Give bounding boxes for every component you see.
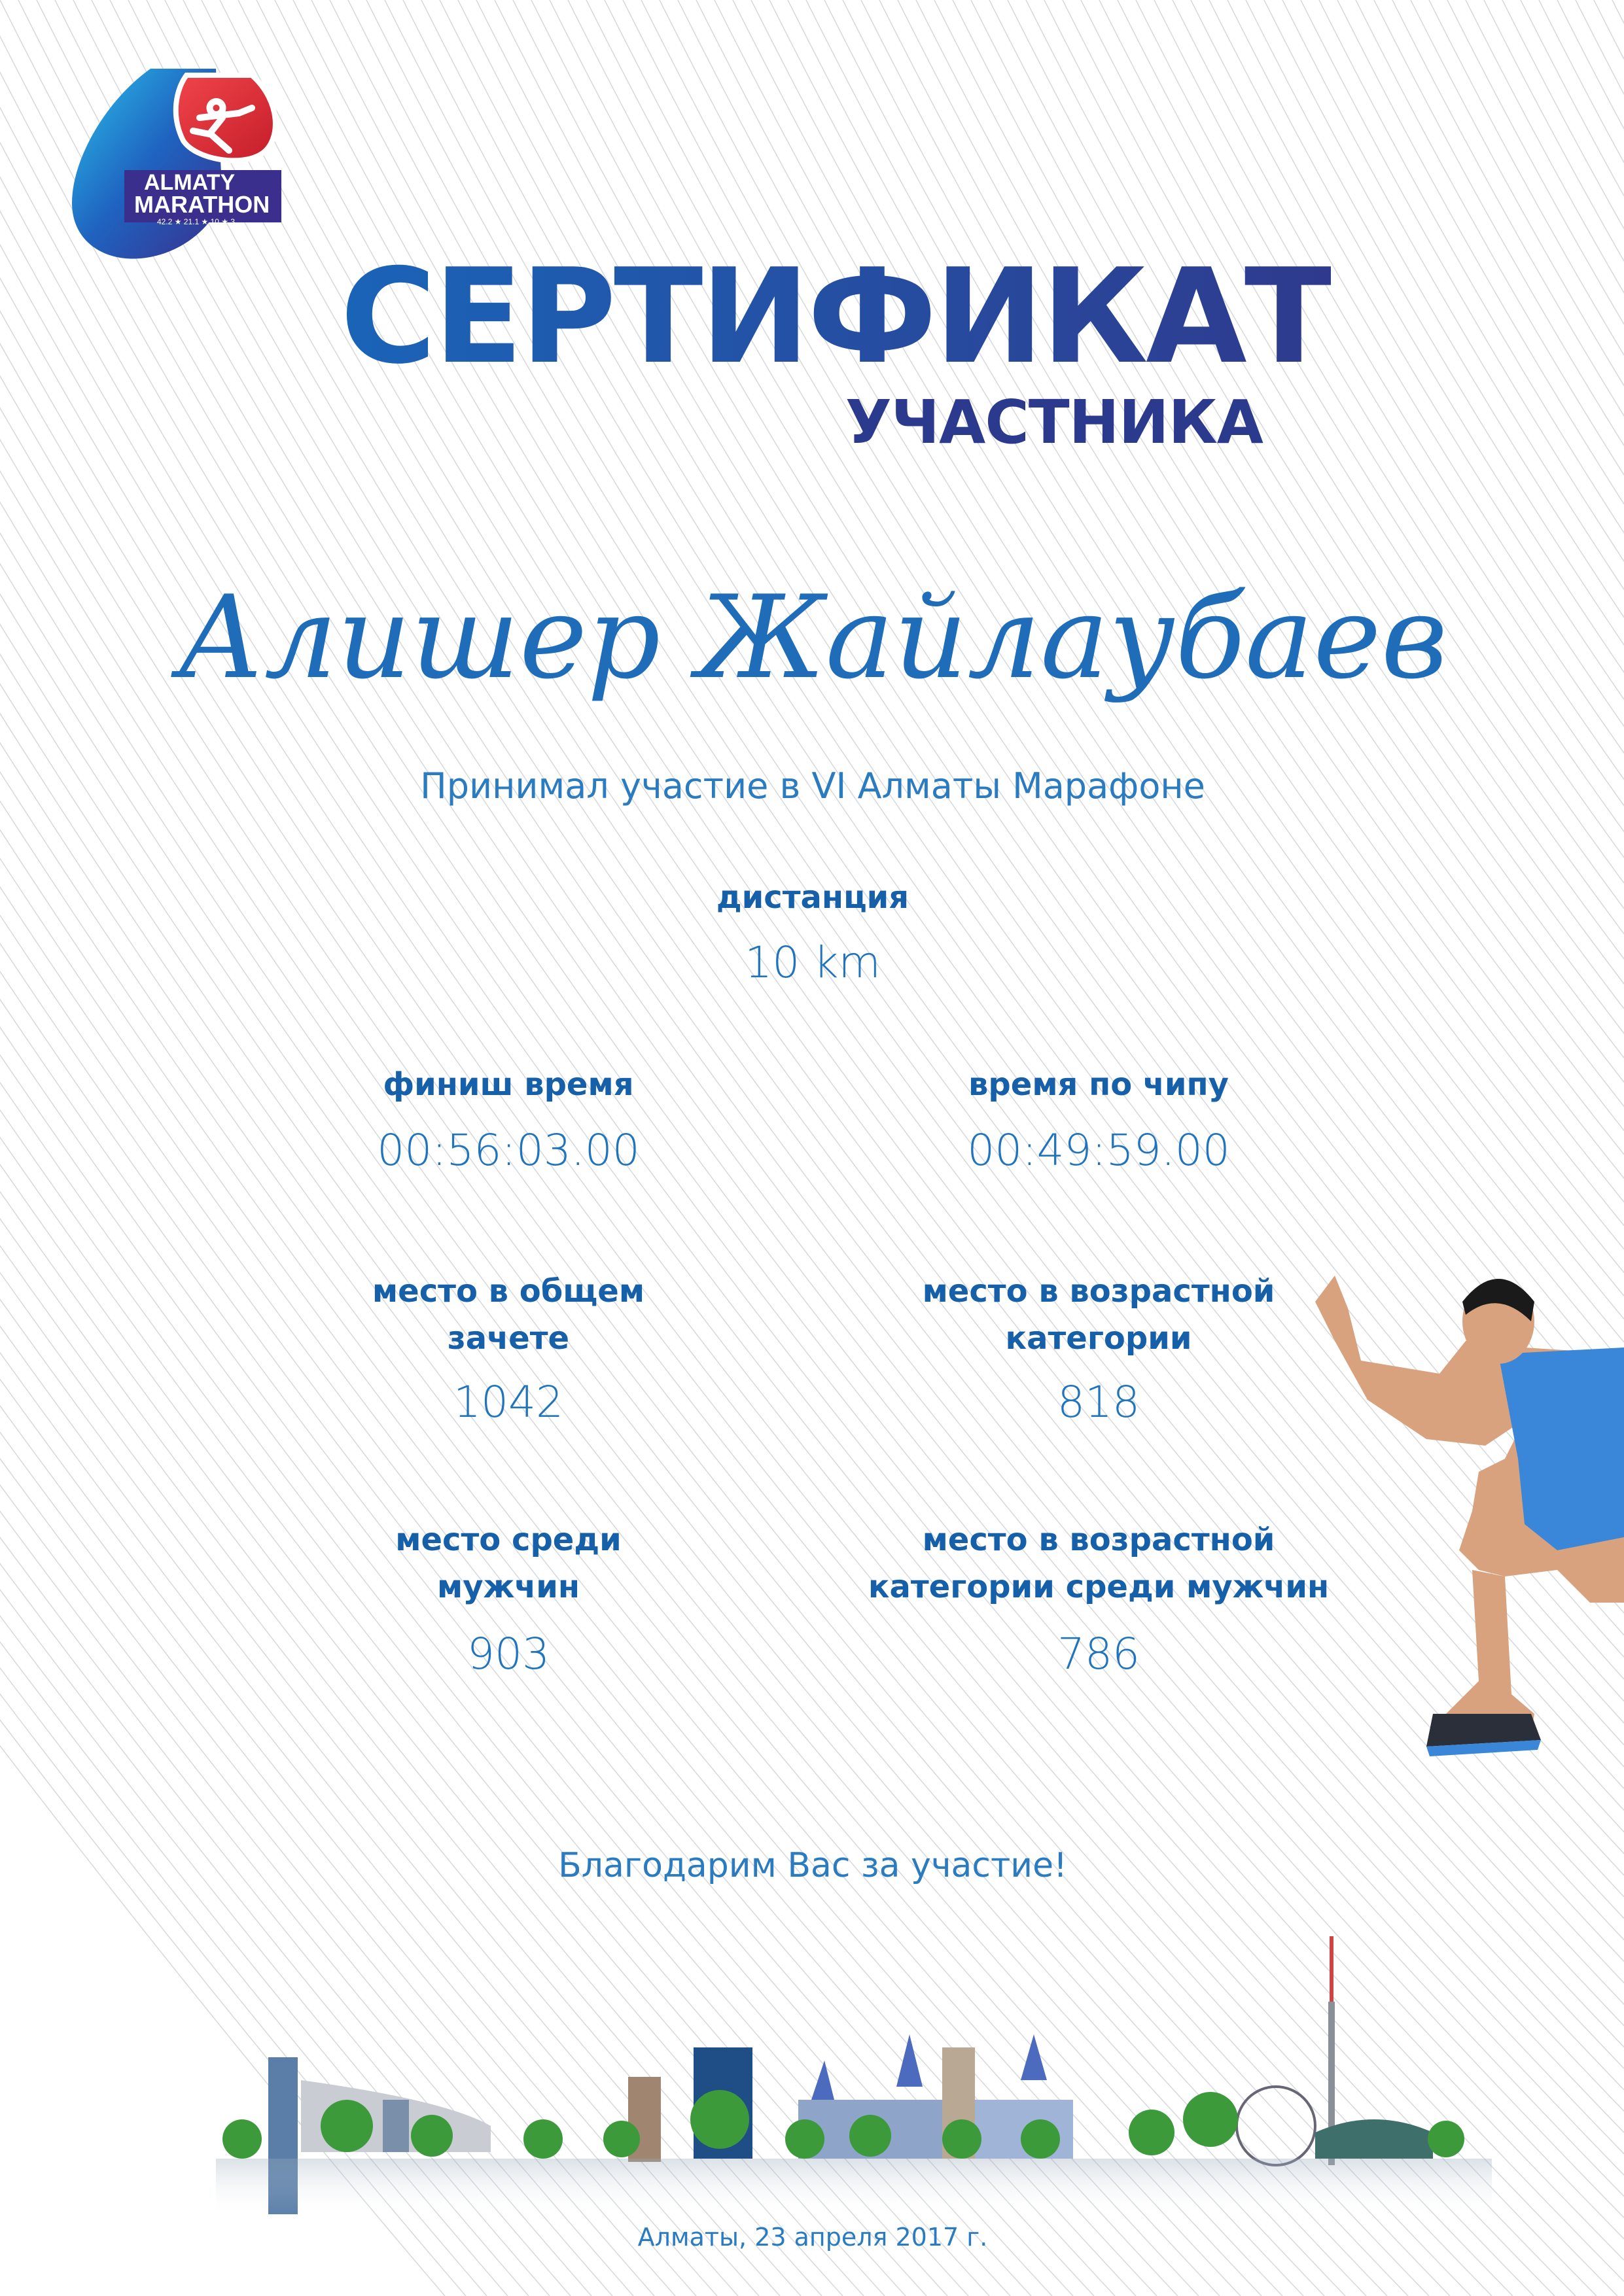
distance-value: 10 km [745,937,881,988]
participant-name: Алишер Жайлаубаев [177,572,1448,704]
result-value: 818 [1057,1377,1140,1427]
result-label: финиш время [383,1066,634,1103]
logo-distances: 42.2 ★ 21.1 ★ 10 ★ 3 [157,217,236,226]
almaty-skyline-illustration [216,1930,1492,2218]
result-label: место в возрастной категории среди мужчин [868,1522,1330,1605]
result-label: место среди мужчин [395,1522,622,1605]
logo-line1: ALMATY [144,170,236,195]
result-value: 903 [467,1629,550,1679]
footer-date: Алматы, 23 апреля 2017 г. [637,2223,988,2252]
almaty-marathon-logo [65,62,288,265]
logo-line2: MARATHON [134,191,270,218]
distance-label: дистанция [716,879,909,916]
result-label: место в возрастной категории [922,1273,1275,1357]
result-value: 00:49:59.00 [967,1125,1230,1175]
result-value: 00:56:03.00 [377,1125,640,1175]
thanks-text: Благодарим Вас за участие! [558,1846,1067,1885]
certificate-title: СЕРТИФИКАТ [340,241,1332,393]
result-value: 786 [1057,1629,1140,1679]
result-label: время по чипу [968,1066,1229,1103]
result-label: место в общем зачете [372,1273,645,1357]
participation-text: Принимал участие в VI Алматы Марафоне [420,765,1205,807]
certificate-subtitle: УЧАСТНИКА [845,387,1263,457]
runner-photo [1309,1262,1624,1792]
result-value: 1042 [453,1377,563,1427]
